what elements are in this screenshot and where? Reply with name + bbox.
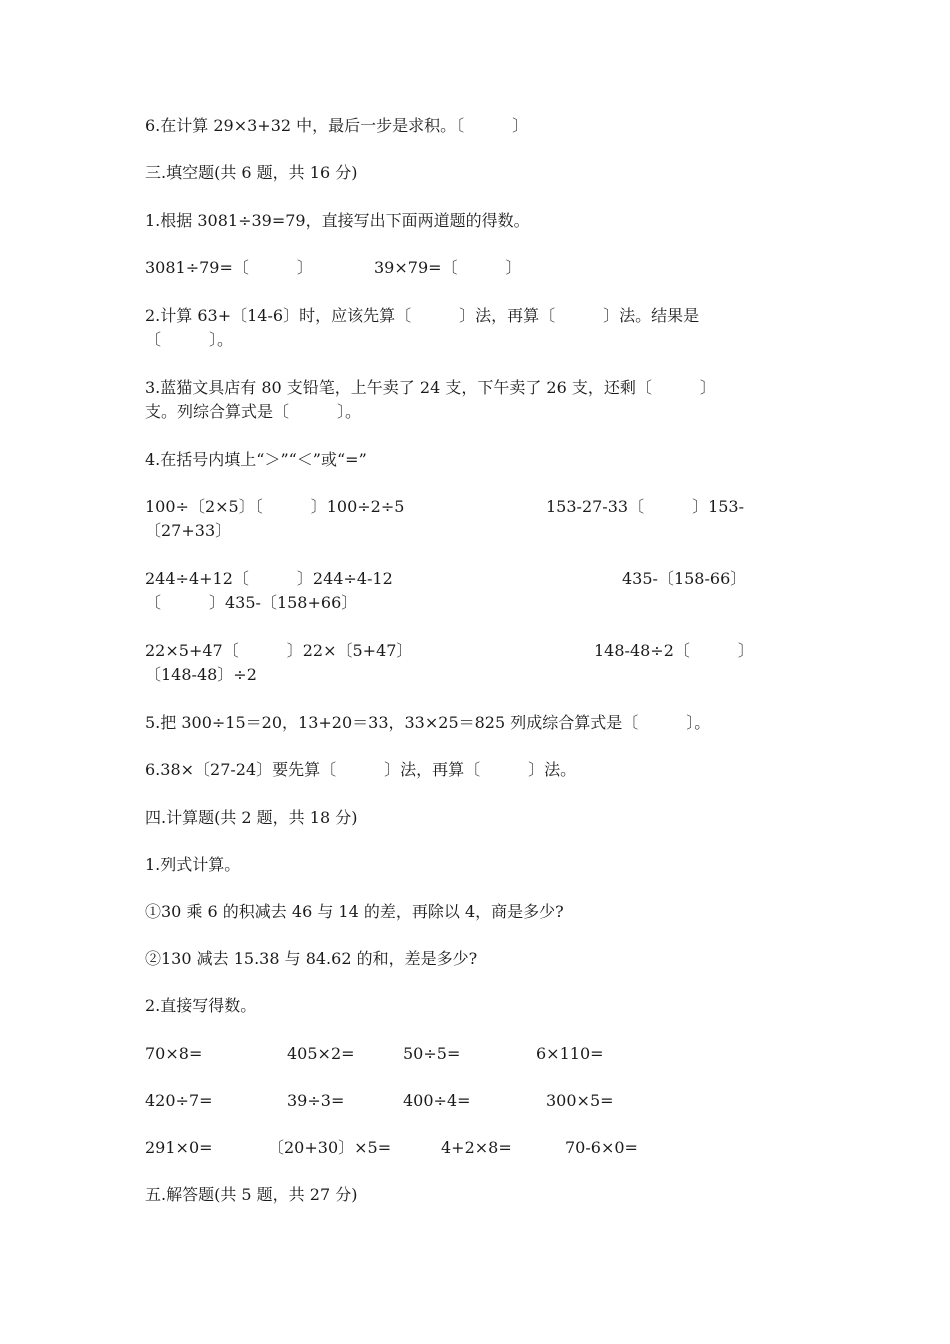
calc-heading: 四.计算题(共 2 题，共 18 分) [145, 808, 358, 827]
fill-question-3-line-2: 支。列综合算式是〔 〕。 [145, 402, 362, 421]
mental-math-item: 300×5= [546, 1091, 614, 1110]
answer-heading: 五.解答题(共 5 题，共 27 分) [145, 1185, 358, 1204]
calc-question-2: 2.直接写得数。 [145, 996, 257, 1015]
judgment-question-6: 6.在计算 29×3+32 中，最后一步是求积。〔 〕 [145, 116, 529, 135]
fill-in-heading: 三.填空题(共 6 题，共 16 分) [145, 163, 358, 182]
mental-math-item: 70-6×0= [565, 1138, 638, 1157]
compare-row-3-continuation: 〔148-48〕÷2 [145, 665, 257, 684]
fill-question-1-part-b: 39×79=〔 〕 [374, 258, 522, 277]
fill-question-2-line-1: 2.计算 63+〔14-6〕时，应该先算〔 〕法，再算〔 〕法。结果是 [145, 306, 700, 325]
calc-question-1-part-b: ②130 减去 15.38 与 84.62 的和，差是多少? [145, 949, 478, 968]
compare-row-1-continuation: 〔27+33〕 [145, 521, 232, 540]
mental-math-item: 4+2×8= [441, 1138, 512, 1157]
compare-row-2-left: 244÷4+12〔 〕244÷4-12 [145, 569, 393, 588]
mental-math-item: 〔20+30〕×5= [268, 1138, 392, 1157]
mental-math-item: 39÷3= [287, 1091, 345, 1110]
compare-row-3-right: 148-48÷2〔 〕 [594, 641, 754, 660]
compare-row-3-left: 22×5+47〔 〕22×〔5+47〕 [145, 641, 413, 660]
mental-math-item: 6×110= [536, 1044, 604, 1063]
mental-math-item: 291×0= [145, 1138, 213, 1157]
mental-math-item: 400÷4= [403, 1091, 471, 1110]
compare-row-2-continuation: 〔 〕435-〔158+66〕 [145, 593, 358, 612]
fill-question-6: 6.38×〔27-24〕要先算〔 〕法，再算〔 〕法。 [145, 760, 577, 779]
fill-question-1: 1.根据 3081÷39=79，直接写出下面两道题的得数。 [145, 211, 530, 230]
calc-question-1-part-a: ①30 乘 6 的积减去 46 与 14 的差，再除以 4，商是多少? [145, 902, 564, 921]
fill-question-4: 4.在括号内填上“＞”“＜”或“=” [145, 450, 367, 469]
mental-math-item: 420÷7= [145, 1091, 213, 1110]
compare-row-1-left: 100÷〔2×5〕〔 〕100÷2÷5 [145, 497, 405, 516]
fill-question-5: 5.把 300÷15＝20，13+20＝33，33×25＝825 列成综合算式是〔 〕。 [145, 713, 711, 732]
mental-math-item: 50÷5= [403, 1044, 461, 1063]
mental-math-item: 70×8= [145, 1044, 203, 1063]
compare-row-1-right: 153-27-33〔 〕153- [546, 497, 745, 516]
fill-question-2-line-2: 〔 〕。 [145, 330, 234, 349]
calc-question-1: 1.列式计算。 [145, 855, 241, 874]
compare-row-2-right: 435-〔158-66〕 [622, 569, 747, 588]
fill-question-1-part-a: 3081÷79=〔 〕 [145, 258, 313, 277]
fill-question-3-line-1: 3.蓝猫文具店有 80 支铅笔，上午卖了 24 支，下午卖了 26 支，还剩〔 〕 [145, 378, 716, 397]
mental-math-item: 405×2= [287, 1044, 355, 1063]
